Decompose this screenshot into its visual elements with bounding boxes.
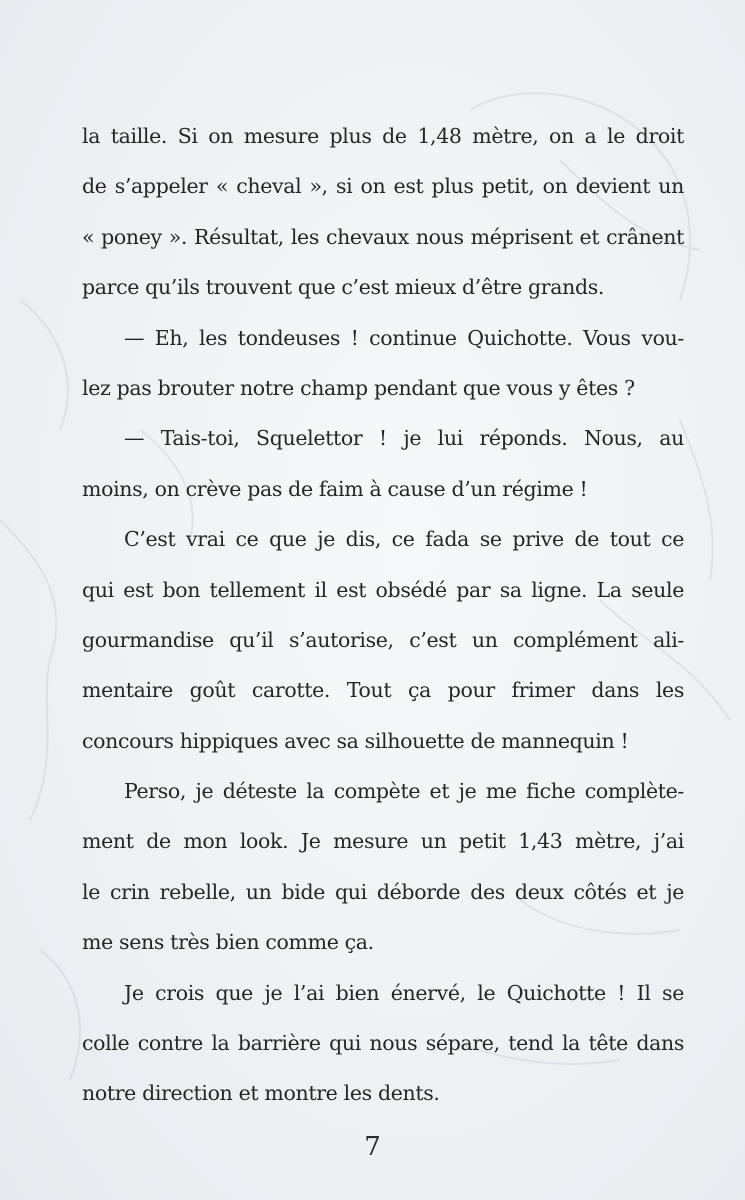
paragraph	[82, 111, 684, 313]
text-line: la taille. Si on mesure plus de 1,48 mètre, on a le droit	[82, 124, 684, 148]
text-line: mentaire goût carotte. Tout ça pour frimer dans les	[82, 678, 684, 703]
text-line: — Tais-toi, Squelettor ! je lui réponds. Nous, au	[124, 426, 684, 451]
body-text	[82, 111, 684, 1119]
text-line: Perso, je déteste la compète et je me fiche complète-	[124, 779, 684, 804]
text-line: — Eh, les tondeuses ! continue Quichotte. Vous vou-	[124, 325, 684, 350]
text-line: colle contre la barrière qui nous sépare, tend la tête dans	[82, 1031, 684, 1056]
text-line: de s’appeler « cheval », si on est plus petit, on devient un	[82, 174, 684, 199]
paragraph	[82, 766, 684, 968]
text-line: « poney ». Résultat, les chevaux nous méprisent et crânent	[82, 224, 684, 249]
paragraph	[82, 514, 684, 766]
text-line: ment de mon look. Je mesure un petit 1,43 mètre, j’ai	[82, 829, 684, 854]
text-line: notre direction et montre les dents.	[82, 1081, 440, 1106]
text-line: moins, on crève pas de faim à cause d’un régime !	[82, 476, 588, 501]
text-line: qui est bon tellement il est obsédé par sa ligne. La seule	[82, 577, 684, 602]
text-line: parce qu’ils trouvent que c’est mieux d’être grands.	[82, 275, 605, 300]
text-line: C’est vrai ce que je dis, ce fada se prive de tout ce	[124, 527, 684, 552]
text-line: concours hippiques avec sa silhouette de mannequin !	[82, 728, 629, 753]
page-number: 7	[364, 1132, 381, 1162]
paragraph	[82, 313, 684, 414]
text-line: le crin rebelle, un bide qui déborde des deux côtés et je	[82, 879, 684, 904]
text-line: Je crois que je l’ai bien énervé, le Quichotte ! Il se	[124, 980, 684, 1005]
paragraph	[82, 968, 684, 1119]
text-line: gourmandise qu’il s’autorise, c’est un complément ali-	[82, 627, 684, 652]
paragraph	[82, 413, 684, 514]
text-line: lez pas brouter notre champ pendant que vous y êtes ?	[82, 375, 635, 400]
text-line: me sens très bien comme ça.	[82, 930, 374, 955]
